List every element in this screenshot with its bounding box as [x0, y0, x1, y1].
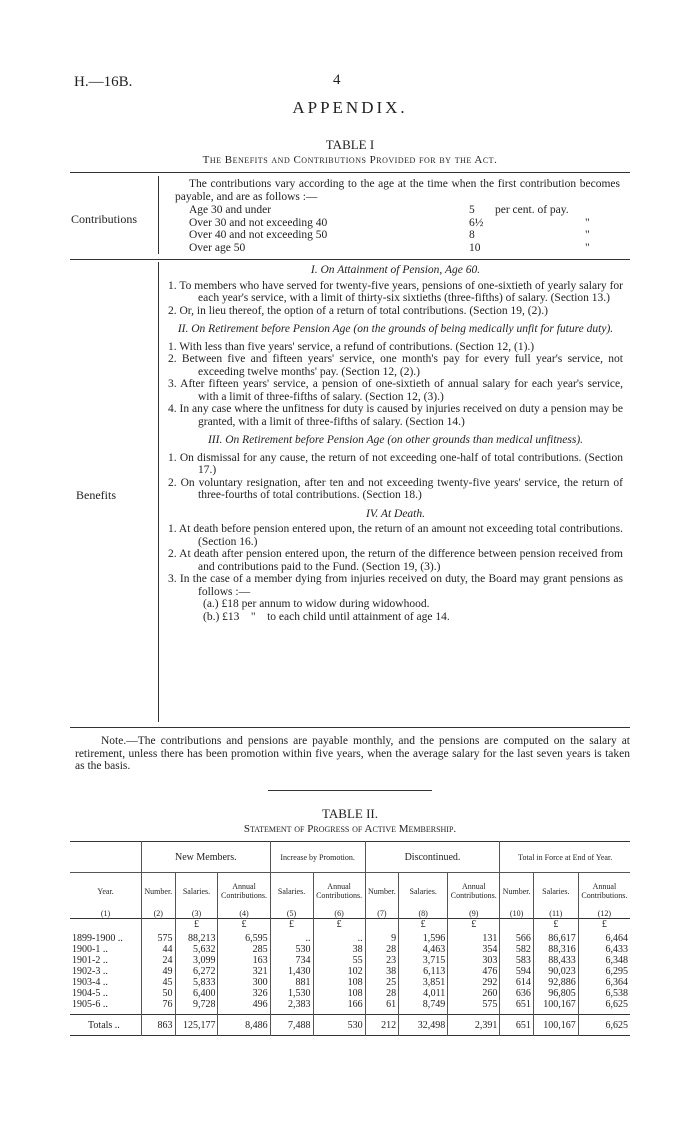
- col-num: (4): [218, 909, 270, 919]
- contributions-rates: [189, 204, 609, 254]
- value-cell: 24: [142, 955, 176, 966]
- col-num: (6): [313, 909, 365, 919]
- total-cell: 2,391: [448, 1015, 500, 1036]
- col-num: (10): [500, 909, 534, 919]
- value-cell: 476: [448, 966, 500, 977]
- year-cell: 1904-5 ..: [72, 988, 108, 999]
- contribution-age: Over age 50: [189, 241, 246, 254]
- value-cell: 6,272: [175, 966, 218, 977]
- value-cell: 49: [142, 966, 176, 977]
- table2-totals-row: [70, 1015, 630, 1036]
- contribution-unit: ": [585, 216, 590, 229]
- contributions-label: Contributions: [71, 212, 138, 226]
- value-cell: 38: [313, 944, 365, 955]
- value-cell: 566: [500, 930, 534, 944]
- benefits-brace: [158, 262, 159, 722]
- table-row: [70, 944, 630, 955]
- table-row: [70, 999, 630, 1015]
- currency-symbol: £: [533, 919, 578, 931]
- value-cell: 88,316: [533, 944, 578, 955]
- benefit-item: 1. On dismissal for any cause, the return of not exceeding one-half of total contributions. (Section 17.): [168, 451, 623, 476]
- value-cell: 76: [142, 999, 176, 1015]
- col-annual-contributions: Annual Contributions.: [218, 873, 270, 910]
- appendix-title: APPENDIX.: [292, 98, 408, 117]
- group-increase-promotion: Increase by Promotion.: [270, 842, 365, 873]
- currency-symbol: £: [175, 919, 218, 931]
- col-salaries: Salaries.: [533, 873, 578, 910]
- table1-title: TABLE I: [325, 137, 375, 152]
- col-annual-contributions: Annual Contributions.: [448, 873, 500, 910]
- table-row: [70, 977, 630, 988]
- value-cell: 88,213: [175, 930, 218, 944]
- benefit-item: 2. Between five and fifteen years' service, one month's pay for every full year's service, not exceeding twelve months' pay. (Section 12, (2).): [168, 353, 623, 378]
- year-cell: 1901-2 ..: [72, 955, 108, 966]
- contribution-rate: 5: [469, 204, 475, 216]
- year-cell: 1903-4 ..: [72, 977, 108, 988]
- year-cell: 1899-1900 ..: [72, 933, 123, 944]
- value-cell: 5,833: [175, 977, 218, 988]
- value-cell: 1,596: [399, 930, 448, 944]
- value-cell: 28: [365, 944, 399, 955]
- value-cell: 9: [365, 930, 399, 944]
- value-cell: 614: [500, 977, 534, 988]
- col-salaries: Salaries.: [175, 873, 218, 910]
- col-num: (7): [365, 909, 399, 919]
- contribution-age: Over 40 and not exceeding 50: [189, 229, 328, 241]
- benefit-item: 2. Or, in lieu thereof, the option of a return of total contributions. (Section 19, (2).): [168, 304, 548, 317]
- value-cell: 55: [313, 955, 365, 966]
- col-num: (9): [448, 909, 500, 919]
- group-discontinued: Discontinued.: [365, 842, 500, 873]
- col-num: (2): [142, 909, 176, 919]
- total-cell: 863: [142, 1015, 176, 1036]
- value-cell: ..: [270, 930, 313, 944]
- value-cell: 9,728: [175, 999, 218, 1015]
- table2-title: TABLE II.: [322, 806, 378, 821]
- benefits-content: [168, 264, 623, 623]
- total-cell: 100,167: [533, 1015, 578, 1036]
- table-row: [70, 988, 630, 999]
- value-cell: 496: [218, 999, 270, 1015]
- membership-table: [70, 841, 630, 1036]
- value-cell: 3,099: [175, 955, 218, 966]
- value-cell: 575: [448, 999, 500, 1015]
- value-cell: 90,023: [533, 966, 578, 977]
- total-cell: 8,486: [218, 1015, 270, 1036]
- year-header-spacer: [70, 842, 142, 873]
- value-cell: 300: [218, 977, 270, 988]
- value-cell: 6,538: [578, 988, 630, 999]
- table2-body: [70, 919, 630, 1015]
- total-cell: 530: [313, 1015, 365, 1036]
- currency-row: [70, 919, 630, 931]
- benefit-subitem: (a.) £18 per annum to widow during widowhood.: [203, 598, 430, 610]
- value-cell: 38: [365, 966, 399, 977]
- contribution-rate: 8: [469, 229, 475, 241]
- contribution-rate: 6½: [469, 216, 484, 229]
- currency-symbol: £: [448, 919, 500, 931]
- value-cell: 25: [365, 977, 399, 988]
- table2-subtitle: Statement of Progress of Active Membership.: [243, 823, 457, 835]
- table1-mid-rule: [70, 259, 630, 260]
- value-cell: 102: [313, 966, 365, 977]
- total-cell: 32,498: [399, 1015, 448, 1036]
- table1-top-rule: [70, 172, 630, 173]
- value-cell: 326: [218, 988, 270, 999]
- value-cell: 5,632: [175, 944, 218, 955]
- col-num: (11): [533, 909, 578, 919]
- value-cell: 6,464: [578, 930, 630, 944]
- table-row: [70, 966, 630, 977]
- value-cell: 163: [218, 955, 270, 966]
- currency-symbol: £: [399, 919, 448, 931]
- col-num: (1): [100, 909, 111, 918]
- benefits-section-1-title: I. On Attainment of Pension, Age 60.: [310, 264, 481, 276]
- col-annual-contributions: Annual Contributions.: [578, 873, 630, 910]
- value-cell: 6,364: [578, 977, 630, 988]
- col-num: (5): [270, 909, 313, 919]
- year-cell: 1905-6 ..: [72, 999, 108, 1010]
- contribution-rate: 10: [469, 241, 481, 254]
- col-number: Number.: [142, 873, 176, 910]
- total-cell: 651: [500, 1015, 534, 1036]
- total-cell: 7,488: [270, 1015, 313, 1036]
- value-cell: 86,617: [533, 930, 578, 944]
- currency-symbol: £: [313, 919, 365, 931]
- benefit-item: 4. In any case where the unfitness for duty is caused by injuries received on duty a pension may be granted, with a limit of three-fifths of salary. (Section 14.): [168, 403, 623, 428]
- value-cell: 96,805: [533, 988, 578, 999]
- contribution-unit: per cent. of pay.: [495, 204, 569, 216]
- benefit-subitem: (b.) £13 " to each child until attainment of age 14.: [203, 610, 450, 623]
- value-cell: 530: [270, 944, 313, 955]
- benefit-item: 1. With less than five years' service, a refund of contributions. (Section 12, (1).): [168, 340, 535, 353]
- contributions-intro: The contributions vary according to the age at the time when the first contribution becomes payable, and are as follows :—: [175, 178, 620, 203]
- value-cell: 575: [142, 930, 176, 944]
- table-row: [70, 930, 630, 944]
- currency-symbol: £: [578, 919, 630, 931]
- page-number: 4: [333, 72, 341, 88]
- col-number: Number.: [500, 873, 534, 910]
- value-cell: 8,749: [399, 999, 448, 1015]
- value-cell: 6,433: [578, 944, 630, 955]
- value-cell: 6,113: [399, 966, 448, 977]
- value-cell: 582: [500, 944, 534, 955]
- value-cell: 303: [448, 955, 500, 966]
- contributions-brace: [158, 176, 159, 254]
- group-new-members: New Members.: [142, 842, 271, 873]
- year-cell: 1900-1 ..: [72, 944, 108, 955]
- value-cell: 108: [313, 977, 365, 988]
- contribution-unit: ": [585, 241, 590, 254]
- value-cell: 131: [448, 930, 500, 944]
- contribution-age: Age 30 and under: [189, 204, 272, 216]
- year-cell: 1902-3 ..: [72, 966, 108, 977]
- table1-note: Note.—The contributions and pensions are payable monthly, and the pensions are computed on the salary at retirement, unless there has been promotion within five years, when the average salary for the last seven years is taken as the basis.: [75, 735, 630, 772]
- value-cell: 354: [448, 944, 500, 955]
- section-separator: [268, 790, 432, 791]
- benefit-item: 1. To members who have served for twenty-five years, pensions of one-sixtieth of yearly salary for each year's service, with a limit of thirty-six sixtieths (three-fifths) of salary. (Section 13.): [168, 279, 623, 304]
- value-cell: 45: [142, 977, 176, 988]
- benefit-item: 3. After fifteen years' service, a pension of one-sixtieth of annual salary for each year's service, with a limit of three-fifths of salary. (Section 12, (3).): [168, 378, 623, 403]
- table2-column-header: [70, 873, 630, 910]
- totals-label: Totals ..: [88, 1019, 120, 1031]
- value-cell: 100,167: [533, 999, 578, 1015]
- currency-symbol: £: [270, 919, 313, 931]
- value-cell: 1,430: [270, 966, 313, 977]
- value-cell: 6,595: [218, 930, 270, 944]
- value-cell: 6,295: [578, 966, 630, 977]
- table2-group-header: [70, 842, 630, 873]
- contribution-unit: ": [585, 229, 590, 241]
- value-cell: 321: [218, 966, 270, 977]
- document-reference: H.—16B.: [74, 74, 133, 90]
- value-cell: 6,348: [578, 955, 630, 966]
- value-cell: 636: [500, 988, 534, 999]
- value-cell: 594: [500, 966, 534, 977]
- value-cell: 166: [313, 999, 365, 1015]
- currency-symbol: £: [218, 919, 270, 931]
- contribution-row: [189, 217, 609, 230]
- value-cell: 3,851: [399, 977, 448, 988]
- value-cell: 285: [218, 944, 270, 955]
- value-cell: 4,463: [399, 944, 448, 955]
- value-cell: 1,530: [270, 988, 313, 999]
- total-cell: 125,177: [175, 1015, 218, 1036]
- value-cell: ..: [313, 930, 365, 944]
- table1-subtitle: The Benefits and Contributions Provided for by the Act.: [202, 154, 498, 166]
- value-cell: 583: [500, 955, 534, 966]
- benefits-section-4-title: IV. At Death.: [366, 507, 425, 520]
- value-cell: 6,400: [175, 988, 218, 999]
- value-cell: 2,383: [270, 999, 313, 1015]
- benefits-section-2-title: II. On Retirement before Pension Age (on the grounds of being medically unfit for future duty).: [177, 323, 614, 335]
- value-cell: 651: [500, 999, 534, 1015]
- col-num: (3): [175, 909, 218, 919]
- contribution-age: Over 30 and not exceeding 40: [189, 216, 328, 229]
- col-year: Year.: [97, 886, 114, 896]
- benefits-section-3-title: III. On Retirement before Pension Age (on other grounds than medical unfitness).: [207, 434, 584, 446]
- table2-column-numbers: [70, 909, 630, 919]
- value-cell: 881: [270, 977, 313, 988]
- value-cell: 50: [142, 988, 176, 999]
- value-cell: 292: [448, 977, 500, 988]
- col-salaries: Salaries.: [399, 873, 448, 910]
- table-row: [70, 955, 630, 966]
- value-cell: 3,715: [399, 955, 448, 966]
- contribution-row: [189, 242, 609, 255]
- col-number: Number.: [365, 873, 399, 910]
- value-cell: 6,625: [578, 999, 630, 1015]
- value-cell: 108: [313, 988, 365, 999]
- col-salaries: Salaries.: [270, 873, 313, 910]
- value-cell: 88,433: [533, 955, 578, 966]
- value-cell: 92,886: [533, 977, 578, 988]
- benefits-label: Benefits: [76, 488, 116, 502]
- col-annual-contributions: Annual Contributions.: [313, 873, 365, 910]
- benefit-item: 3. In the case of a member dying from injuries received on duty, the Board may grant pensions as follows :—: [168, 573, 623, 598]
- value-cell: 260: [448, 988, 500, 999]
- total-cell: 6,625: [578, 1015, 630, 1036]
- value-cell: 734: [270, 955, 313, 966]
- group-total-in-force: Total in Force at End of Year.: [500, 842, 630, 873]
- benefit-item: 2. At death after pension entered upon, the return of the difference between pension received from and contributions paid to the Fund. (Section 19, (3).): [168, 548, 623, 573]
- value-cell: 61: [365, 999, 399, 1015]
- benefit-item: 2. On voluntary resignation, after ten and not exceeding twenty-five years' service, the return of three-fourths of total contributions. (Section 18.): [168, 476, 623, 501]
- value-cell: 28: [365, 988, 399, 999]
- contribution-row: [189, 204, 609, 217]
- value-cell: 4,011: [399, 988, 448, 999]
- value-cell: 44: [142, 944, 176, 955]
- contribution-row: [189, 229, 609, 242]
- benefit-item: 1. At death before pension entered upon, the return of an amount not exceeding total contributions. (Section 16.): [168, 523, 623, 548]
- value-cell: 23: [365, 955, 399, 966]
- total-cell: 212: [365, 1015, 399, 1036]
- col-num: (8): [399, 909, 448, 919]
- table1-bottom-rule: [70, 727, 630, 728]
- col-num: (12): [578, 909, 630, 919]
